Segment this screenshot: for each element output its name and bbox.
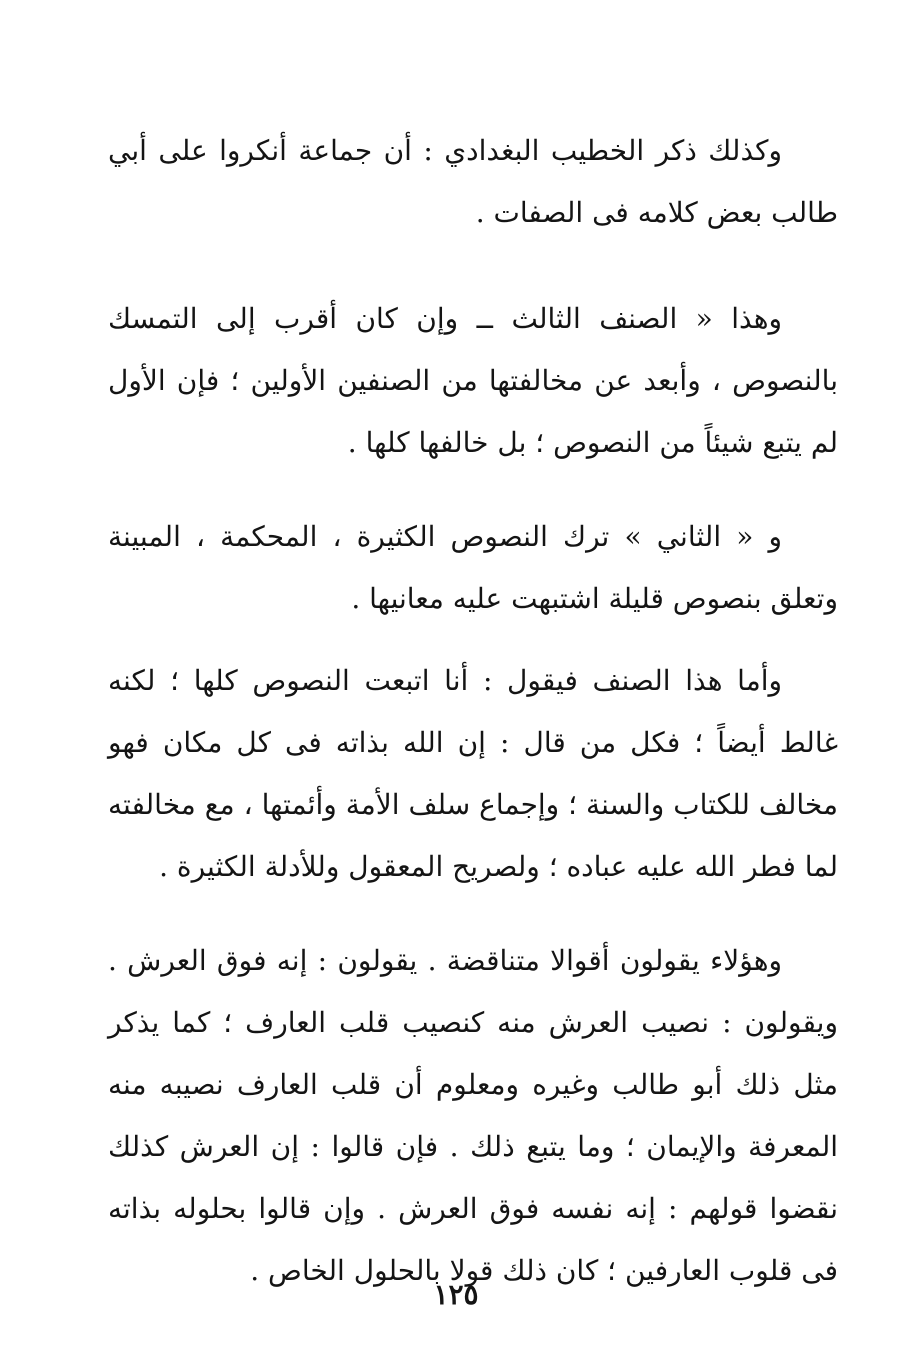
paragraph-3: و « الثاني » ترك النصوص الكثيرة ، المحكمة ، المبينة وتعلق بنصوص قليلة اشتبهت عليه معانيها . bbox=[108, 520, 838, 615]
page-number: ١٢٥ bbox=[433, 1278, 479, 1311]
paragraph-5: وهؤلاء يقولون أقوالا متناقضة . يقولون : إنه فوق العرش . ويقولون : نصيب العرش منه كنصيب قلب العارف ؛ كما يذكر مثل ذلك أبو طالب وغيره ومعلوم أن قلب العارف نصيبه منه المعرفة والإيمان ؛ وما يتبع ذلك . فإن قالوا : إن العرش كذلك نقضوا قولهم : إنه نفسه فوق العرش . وإن قالوا بحلوله بذاته فى قلوب العارفين ؛ كان ذلك قولا بالحلول الخاص . bbox=[108, 944, 838, 1287]
paragraph-4: وأما هذا الصنف فيقول : أنا اتبعت النصوص كلها ؛ لكنه غالط أيضاً ؛ فكل من قال : إن الله بذاته فى كل مكان فهو مخالف للكتاب والسنة ؛ وإجماع سلف الأمة وأئمتها ، مع مخالفته لما فطر الله عليه عباده ؛ ولصريح المعقول وللأدلة الكثيرة . bbox=[108, 664, 838, 883]
paragraph-1: وكذلك ذكر الخطيب البغدادي : أن جماعة أنكروا على أبي طالب بعض كلامه فى الصفات . bbox=[108, 134, 838, 229]
paragraph-2: وهذا « الصنف الثالث ــ وإن كان أقرب إلى التمسك بالنصوص ، وأبعد عن مخالفتها من الصنفين الأولين ؛ فإن الأول لم يتبع شيئاً من النصوص ؛ بل خالفها كلها . bbox=[108, 302, 838, 459]
